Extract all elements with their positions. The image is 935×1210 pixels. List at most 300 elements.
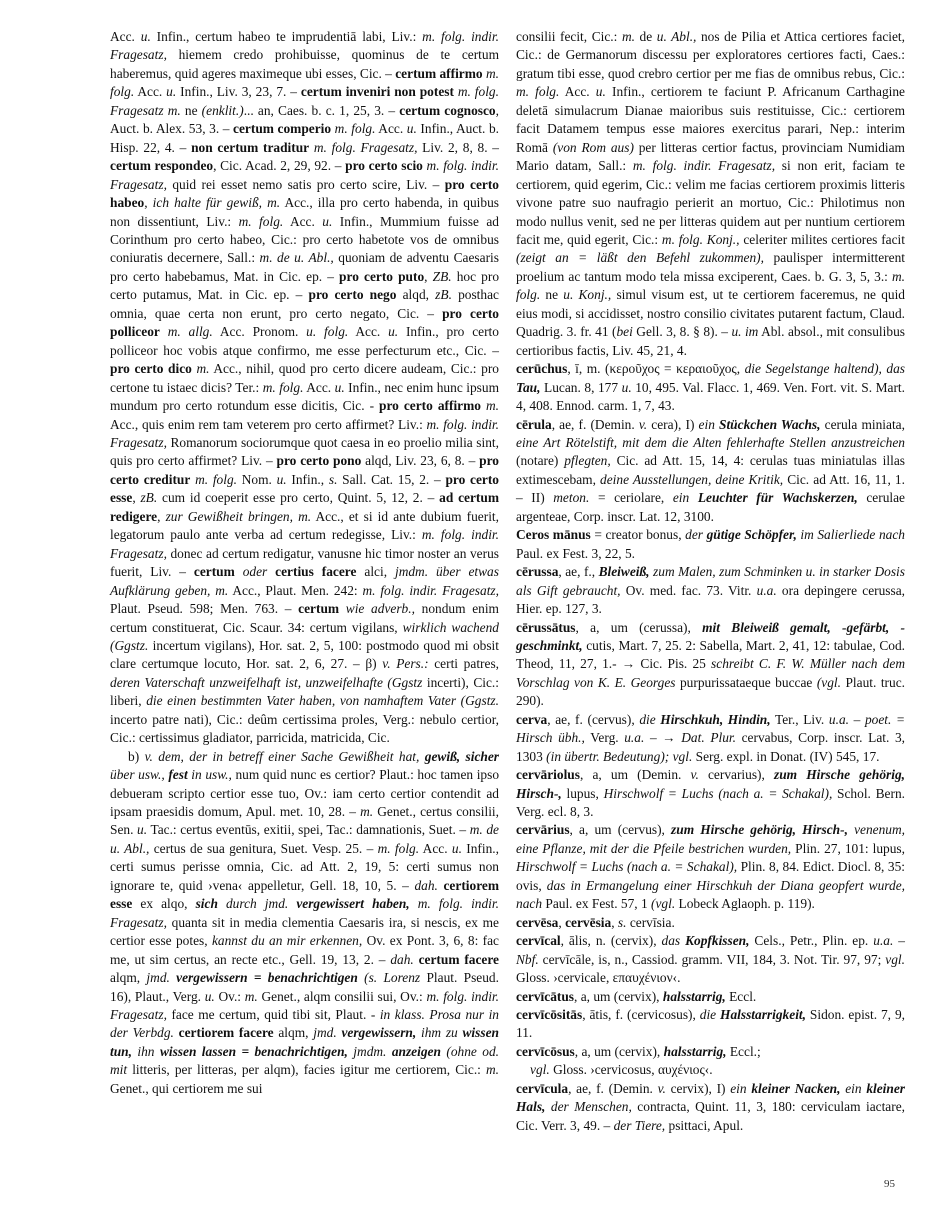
entry-text: ,	[144, 195, 153, 211]
headword-text: cērussa	[516, 564, 559, 580]
entry-text: Acc.	[348, 324, 389, 340]
italic-gloss: u.	[334, 379, 345, 395]
italic-gloss: m. folg.	[238, 213, 284, 229]
italic-gloss: jmdm. über etwas Aufklärung geben, m.	[110, 564, 499, 598]
entry-text: Ov. med. fac. 73. Vitr.	[620, 582, 757, 598]
italic-gloss: m. folg. Fragesatz m.	[110, 84, 499, 118]
italic-gloss: der	[685, 527, 703, 543]
entry-text: Plaut. Pseud. 16), Plaut., Verg.	[110, 970, 499, 1004]
dictionary-entry	[516, 1006, 905, 1043]
italic-gloss: m. folg.	[516, 268, 905, 303]
italic-gloss: u.	[621, 379, 632, 395]
dictionary-entry	[516, 766, 905, 821]
entry-text: – →	[644, 730, 682, 746]
italic-gloss: (vgl.	[651, 896, 676, 912]
italic-gloss: u.	[140, 29, 151, 44]
entry-text: Plin. 8, 84. Edict. Diocl. 8, 35: ovis,	[516, 859, 905, 893]
headword-text: certum comperio	[233, 121, 332, 137]
italic-gloss: m. folg.	[110, 65, 499, 100]
italic-gloss: (enklit.)	[201, 102, 244, 118]
entry-text: Cic. ad Att. 16, 11, 1. – II)	[516, 471, 905, 506]
dictionary-entry	[110, 748, 499, 1099]
italic-gloss: kannst du an mir erkennen,	[211, 933, 363, 949]
entry-text: alqd,	[396, 287, 436, 303]
entry-text: Nom.	[237, 471, 277, 487]
headword-text: cervāriolus	[516, 767, 580, 783]
headword-text: vergewissern = benachrichtigen	[176, 970, 358, 986]
entry-text: cervīsia.	[626, 914, 675, 930]
italic-gloss: schreibt C. F. W. Müller nach dem Vorschlag von K. E. Georges	[516, 656, 905, 690]
entry-text: lupus,	[561, 785, 604, 801]
entry-text: Paul. ex Fest. 57, 1	[542, 896, 652, 912]
italic-gloss: wie adverb.,	[345, 601, 415, 617]
italic-gloss: das	[661, 933, 681, 949]
italic-gloss: u. Konj.,	[563, 287, 612, 303]
headword-text: cervēsia	[565, 914, 612, 930]
entry-text: –	[849, 711, 865, 727]
italic-gloss: m.	[485, 1062, 499, 1078]
italic-gloss: u.	[166, 84, 177, 100]
entry-text: Acc., quis enim rem tam veterem pro certo affirmet? Liv.:	[110, 416, 427, 432]
entry-text: Verg.	[584, 730, 625, 746]
headword-text: certum	[298, 601, 340, 617]
entry-text: purpurissataeque buccae	[675, 674, 817, 690]
entry-text: quanta sit in media clementia Caesaris ira, si nescis, ex me certior esse potes,	[110, 914, 499, 949]
entry-text: ne	[540, 287, 564, 303]
italic-gloss: m. folg.	[262, 379, 304, 395]
headword-text: vergewissert haben,	[296, 896, 410, 912]
headword-text: gewiß, sicher	[424, 748, 499, 764]
entry-text: num quid nunc es certior? Plaut.: hoc tamen ipso debueram scripto certior esse tuo, Ov.: iam certo certior contendit ad ipsam praesidis domum, Apul. met. 10, 28. –	[110, 767, 500, 820]
italic-gloss: zB.	[435, 287, 452, 303]
italic-gloss: im Salierliede nach	[800, 527, 905, 543]
entry-text: Romanorum sociorumque quot caesa in eo proelio milia sint, quis pro certo affirmet? Liv. –	[110, 434, 499, 469]
entry-text: cutis, Mart. 7, 25. 2: Sabella, Mart. 2, 41, 12: tabulae, Cod. Theod, 11, 27, 1.- → Cic. Pis. 25	[516, 637, 905, 672]
entry-text: , ī, m. (κεροῦχος = κεραιοῦχος,	[567, 361, 745, 377]
entry-text: paulisper intermitterent proelium ac tantum modo tela missa exciperent, Caes. b. G. 3, 5, 3.:	[516, 250, 905, 284]
italic-gloss: m. de u. Abl.,	[110, 822, 499, 856]
entry-text: cerula miniata,	[820, 416, 905, 432]
entry-text: Lucan. 8, 177	[540, 379, 622, 395]
italic-gloss: Hirschwolf = Luchs (nach a. = Schakal),	[603, 785, 833, 801]
headword-text: fest	[168, 767, 188, 783]
italic-gloss: oder	[242, 564, 268, 580]
italic-gloss: u.	[595, 84, 606, 100]
headword-text: Halsstarrigkeit,	[720, 1007, 806, 1023]
italic-gloss: eine Art Rötelstift, mit dem die Alten fehlerhafte Stellen anzustreichen	[516, 434, 905, 450]
italic-gloss: m.	[485, 398, 499, 414]
headword-text: cērula	[516, 416, 552, 432]
headword-text: certum respondeo	[110, 158, 214, 174]
headword-text: Leuchter für Wachskerzen,	[697, 490, 858, 506]
italic-gloss: m.	[244, 988, 258, 1004]
entry-text: , ālis, n. (cervix),	[560, 933, 662, 949]
dictionary-entry	[516, 711, 905, 766]
italic-gloss: meton.	[553, 490, 590, 506]
entry-text: de	[634, 29, 657, 44]
italic-gloss: m. folg. indir. Fragesatz,	[110, 416, 499, 450]
italic-gloss: Dat. Plur.	[681, 730, 736, 746]
entry-text: incerto patre nati), Cic.: deûm certissima proles, Verg.: nebulo certior, Cic.: certissimus gladiator, parricida, matricida, Cic.	[110, 711, 499, 746]
italic-gloss: (ohne od. mit	[110, 1043, 499, 1078]
entry-text: Acc., Plaut. Men. 242:	[228, 582, 363, 598]
italic-gloss: ein	[672, 490, 690, 506]
entry-text: b)	[128, 748, 145, 764]
italic-gloss: m. folg. indir. Fragesatz,	[110, 896, 499, 930]
headword-text: pro certo scio	[345, 158, 423, 174]
dictionary-entry	[516, 416, 905, 527]
entry-text	[267, 564, 275, 579]
entry-text: ora depingere cerussa, Hier. ep. 127, 3.	[516, 582, 906, 617]
dictionary-entry	[516, 932, 905, 987]
italic-gloss: deine Ausstellungen, deine Kritik,	[600, 471, 784, 487]
entry-text: cervīcāle, is, n., Cassiod. gramm. VII, 184, 3. Not. Tir. 97, 97;	[538, 951, 886, 967]
italic-gloss: deren Vaterschaft unzweifelhaft ist, unzweifelhafte (Ggstz	[110, 674, 423, 690]
headword-text: cervīcōsitās	[516, 1007, 583, 1023]
headword-text: pro certo habeo	[110, 176, 500, 211]
italic-gloss: u.a.	[624, 730, 645, 746]
italic-gloss: ein	[698, 416, 715, 432]
entry-text: cum id coeperit esse pro certo, Quint. 5, 12, 2. –	[157, 490, 440, 506]
entry-text: Infin., certiorem te faciunt P. Africanum Carthagine deletā simulacrum Dianae maioribus suis restituisse, Cic.: certiorem facit Datamem tempus esse maiores exercitus parari, Nep.: interim Romā	[516, 84, 905, 155]
entry-text: Infin.,	[286, 471, 329, 487]
entry-text: ex alqo,	[132, 896, 196, 912]
headword-text: pro certo esse	[110, 471, 499, 506]
dictionary-entry	[516, 619, 905, 711]
entry-text: , ae, f.,	[558, 564, 599, 580]
headword-text: pro certo nego	[308, 287, 397, 303]
italic-gloss: v.	[657, 1080, 666, 1096]
italic-gloss: m. de u. Abl.,	[259, 250, 334, 266]
entry-text: (notare)	[516, 453, 565, 469]
italic-gloss: m.	[196, 361, 210, 377]
dictionary-entry	[516, 914, 905, 932]
italic-gloss: (zeigt an = läßt den Befehl zukommen),	[516, 250, 764, 266]
headword-text: cērussātus	[516, 619, 576, 635]
headword-text: mit Bleiweiß gemalt, -gefärbt, -geschminkt,	[516, 619, 905, 653]
italic-gloss: wirklich wachend (Ggstz.	[110, 619, 499, 653]
headword-text: certiorem esse	[110, 877, 499, 912]
entry-text: ... an, Caes. b. c. 1, 25, 3. –	[243, 102, 400, 118]
italic-gloss: m. folg. indir. Fragesatz,	[362, 582, 499, 598]
entry-text: Acc.	[375, 121, 407, 137]
entry-text: alci,	[356, 564, 395, 580]
entry-text: Infin., Mummium fuisse ad Corinthum pro certo habeo, Cic.: pro certo habetote vos de omnibus coniuratis decernere, Sall.:	[110, 213, 499, 266]
entry-text: posthac omnia, quae certa non erunt, pro certo negato, Cic. –	[110, 287, 499, 321]
entry-text: ,	[558, 914, 566, 930]
headword-text: cerva	[516, 711, 548, 727]
headword-text: certum facere	[418, 951, 499, 967]
headword-text: pro certo dico	[110, 361, 192, 377]
dictionary-entry	[110, 28, 499, 748]
italic-gloss: vgl.	[530, 1062, 550, 1078]
italic-gloss: ich halte für gewiß, m.	[152, 195, 281, 211]
entry-text: Acc.	[303, 379, 335, 395]
entry-text: 10, 495. Val. Flacc. 1, 469. Ven. Fort. vit. S. Mart. 4, 408. Ennod. carm. 1, 7, 43.	[516, 379, 906, 414]
dictionary-entry	[516, 563, 905, 618]
entry-text: Paul. ex Fest. 3, 22, 5.	[516, 545, 636, 561]
italic-gloss: v. Pers.:	[382, 656, 429, 672]
headword-text: certius facere	[275, 564, 357, 580]
headword-text: gütige Schöpfer,	[706, 527, 797, 543]
italic-gloss: m. folg.	[334, 121, 376, 137]
entry-text: Acc., et si id ante dubium fuerit, legatorum paulo ante verba ad certum redegisse, Liv.:	[110, 508, 499, 543]
page-number: 95	[884, 1178, 895, 1190]
headword-text: certum inveniri non potest	[300, 84, 454, 100]
entry-text: per litteras certior factus, provinciam Numidiam Mario datam, Sall.:	[516, 139, 905, 174]
headword-text: kleiner Hals,	[516, 1080, 905, 1115]
entry-text: , a, um (cervus),	[569, 822, 672, 838]
italic-gloss: vgl.	[885, 951, 905, 967]
entry-text: hoc pro certo putamus, Mat. in Cic. ep. –	[110, 268, 500, 303]
entry-text: Lobeck Aglaoph. p. 119).	[675, 896, 815, 912]
entry-text: Abl. absol., mit consulibus certioribus factis, Liv. 45, 21, 4.	[516, 324, 905, 358]
dictionary-entry	[516, 1043, 905, 1061]
headword-text: cervēsa	[516, 914, 559, 930]
entry-text: face me certum, quid tibi sit, Plaut. -	[166, 1007, 380, 1023]
entry-text: Acc., illa pro certo habenda, in quibus non dissentiunt, Liv.:	[110, 195, 499, 229]
italic-gloss: bei	[616, 324, 633, 340]
entry-text: Genet., certus consilii, Sen.	[110, 804, 499, 838]
entry-text	[218, 896, 226, 911]
italic-gloss: ein	[845, 1080, 862, 1096]
entry-text: , a, um (cervix),	[574, 1043, 664, 1059]
italic-gloss: m. allg.	[167, 324, 213, 340]
entry-text: contracta, Quint. 11, 3, 180: cerviculam iactare, Cic. Verr. 3, 49. –	[516, 1099, 905, 1133]
entry-text	[339, 601, 346, 616]
italic-gloss: die	[699, 1007, 717, 1023]
entry-text	[160, 324, 168, 339]
italic-gloss: m. folg. indir. Fragesatz,	[110, 29, 499, 63]
italic-gloss: v.	[638, 416, 648, 432]
headword-text: Tau,	[516, 379, 541, 395]
headword-text: pro certo puto	[339, 268, 425, 284]
italic-gloss: in usw.,	[191, 767, 232, 783]
italic-gloss: m. folg.	[377, 840, 420, 856]
entry-text	[235, 564, 243, 579]
entry-text: Genet., qui certiorem me sui	[110, 1080, 263, 1096]
italic-gloss: die Segelstange haltend), das	[744, 361, 906, 377]
entry-text: Acc.	[283, 213, 323, 229]
italic-gloss: der Tiere,	[613, 1117, 666, 1133]
entry-text: ,	[424, 268, 433, 284]
entry-text: Eccl.	[725, 988, 757, 1004]
entry-text: consilii fecit, Cic.:	[516, 29, 622, 44]
italic-gloss: v.	[690, 767, 699, 783]
entry-text: , ae, f. (cervus),	[547, 711, 640, 727]
entry-text: Plaut. truc. 290).	[516, 674, 905, 709]
headword-text: zum Hirsche gehörig, Hirsch-,	[516, 767, 905, 801]
headword-text: wissen tun,	[110, 1025, 499, 1059]
entry-text: Sidon. epist. 7, 9, 11.	[516, 1007, 905, 1041]
italic-gloss: (vgl.	[816, 674, 841, 690]
italic-gloss: u.a.	[873, 933, 894, 949]
italic-gloss: zB.	[140, 490, 158, 506]
italic-gloss: zum Malen, zum Schminken u. in starker Dosis als Gift gebraucht,	[516, 564, 905, 598]
italic-gloss: u.a.	[828, 711, 849, 727]
headword-text: Kopfkissen,	[685, 933, 750, 949]
italic-gloss: m.	[360, 804, 374, 820]
entry-text: Tac.: certus eventūs, exitii, spei, Tac.: damnationis, Suet. –	[147, 822, 470, 838]
italic-gloss: u. folg.	[306, 324, 349, 340]
italic-gloss: m. folg. indir. Fragesatz,	[110, 988, 499, 1023]
entry-text	[410, 896, 418, 911]
italic-gloss: s.	[617, 914, 627, 930]
entry-text: Acc. Pronom.	[212, 324, 307, 340]
headword-text: Bleiweiß,	[598, 564, 650, 580]
entry-text: Acc., nihil, quod pro certo dicere audeam, Cic.: pro certone tu istaec dicis? Ter.:	[110, 361, 499, 395]
entry-text: alqm,	[273, 1025, 314, 1041]
entry-text: Serg. expl. in Donat. (IV) 545, 17.	[692, 748, 880, 764]
entry-text: ne	[180, 102, 202, 118]
italic-gloss: u.	[406, 121, 417, 137]
left-column	[110, 28, 499, 1098]
italic-gloss: Hirschwolf = Luchs (nach a. = Schakal),	[516, 859, 738, 875]
entry-text: , a, um (cervix),	[574, 988, 663, 1004]
entry-text: Acc.	[134, 84, 167, 100]
italic-gloss: jmd.	[313, 1025, 337, 1041]
italic-gloss: ihn	[137, 1043, 155, 1059]
entry-text: simul visum est, ut te certiorem faceremus, ne quid eius modi, si accidisset, nostro consilio civitates putarent factum, Claud. Quadrig. 3. fr. 41 (	[516, 287, 905, 340]
entry-text: , Auct. b. Alex. 53, 3. –	[110, 102, 499, 137]
entry-text: donec ad certum redigatur, vanusne hic timor noster an verus fuerit, Liv. –	[110, 545, 499, 580]
entry-text: cervarius),	[698, 767, 774, 783]
headword-text: certum	[193, 564, 235, 580]
headword-text: Hirschkuh, Hindin,	[660, 711, 771, 727]
headword-text: cervīcōsus	[516, 1043, 575, 1059]
italic-gloss: zur Gewißheit bringen, m.	[165, 508, 312, 524]
headword-text: pro certo pono	[276, 453, 362, 469]
italic-gloss: u.a.	[756, 582, 777, 598]
dictionary-entry	[516, 360, 905, 415]
headword-text: kleiner Nacken,	[751, 1080, 841, 1096]
headword-text: non certum traditur	[191, 139, 310, 155]
entry-text: Schol. Bern. Verg. ecl. 8, 3.	[516, 785, 906, 820]
entry-text: Infin., certum habeo te imprudentiā labi, Liv.:	[150, 29, 423, 44]
dictionary-entry	[516, 988, 905, 1006]
dictionary-entry	[516, 526, 905, 563]
entry-text: Ov.:	[214, 988, 245, 1004]
entry-text: Gloss. ›cervicale, επαυχένιον‹.	[516, 970, 681, 986]
italic-gloss: s.	[328, 471, 338, 487]
italic-gloss: ihm zu	[420, 1025, 458, 1041]
entry-text: litteris, per litteras, per alqm), facies igitur me certiorem, Cic.:	[127, 1062, 486, 1078]
entry-text: , a, um (Demin.	[579, 767, 691, 783]
entry-text: Eccl.;	[726, 1043, 761, 1059]
headword-text: halsstarrig,	[663, 1043, 727, 1059]
entry-text: , a, um (cerussa),	[575, 619, 703, 635]
headword-text: vergewissern,	[341, 1025, 417, 1041]
entry-text: nos de Pilia et Attica certiores faciet, Cic.: de Germanorum discessu per exploratores certiores facti, Caes.: gratum tibi esse, quod crebro certior per me fias de omnibus rebus, Cic.:	[516, 29, 905, 81]
entry-text: cerulae argenteae, Corp. inscr. Lat. 12, 3100.	[516, 490, 905, 524]
italic-gloss: u.	[451, 840, 462, 856]
italic-gloss: die	[639, 711, 656, 727]
headword-text: cervīcātus	[516, 988, 575, 1004]
italic-gloss: ein	[730, 1080, 747, 1096]
entry-text: Acc.	[419, 840, 452, 856]
italic-gloss: (in übertr. Bedeutung); vgl.	[546, 748, 693, 764]
dictionary-entry	[516, 1061, 905, 1079]
dictionary-entry	[516, 1080, 905, 1135]
dictionary-entry	[516, 28, 905, 360]
italic-gloss: poet. = Hirsch übh.,	[516, 711, 905, 746]
italic-gloss: u.	[204, 988, 215, 1004]
entry-text: , ātis, f. (cervicosus),	[582, 1007, 700, 1023]
entry-text: = ceriolare,	[589, 490, 673, 506]
entry-text: Plin. 27, 101: lupus,	[791, 840, 905, 856]
headword-text: cervīcula	[516, 1080, 569, 1096]
entry-text: = creator bonus,	[590, 527, 686, 543]
italic-gloss: u. im	[731, 324, 759, 340]
entry-text: Infin., certi sumus perisse omnia, Cic. ad Att. 2, 19, 5: certi sumus non ignorare te, quid ›vena‹ appelletur, Gell. 18, 10, 5. –	[110, 840, 499, 893]
headword-text: certum affirmo	[395, 65, 483, 81]
entry-text: Plaut. Pseud. 598; Men. 763. –	[110, 601, 299, 617]
entry-text: certi patres,	[428, 656, 499, 672]
headword-text: certiorem facere	[178, 1025, 274, 1041]
dictionary-entry	[516, 821, 905, 913]
italic-gloss: dah.	[414, 877, 438, 893]
headword-text: Ceros mānus	[516, 527, 591, 543]
italic-gloss: jmdm.	[353, 1043, 387, 1059]
italic-gloss: m. folg.	[195, 471, 237, 487]
right-column	[516, 28, 905, 1135]
italic-gloss: m. folg. Konj.,	[661, 231, 740, 247]
entry-text: incerti), Cic.: liberi,	[110, 674, 500, 709]
entry-text: Infin., pro certo polliceor hoc vobis atque confirmo, me esse perfecturum etc., Cic. –	[110, 324, 499, 358]
entry-text: , Cic. Acad. 2, 29, 92. –	[213, 158, 346, 174]
entry-text: cervabus, Corp. inscr. Lat. 3, 1303	[516, 730, 905, 764]
entry-text: incertum vigilans), Hor. sat. 2, 5, 100: postmodo quod mi obsit clare certumque locuto, Hor. sat. 2, 6, 27. – β)	[110, 637, 499, 672]
entry-text: Cic. ad Att. 15, 14, 4: cerulas tuas miniatulas illas extimescebam,	[516, 453, 905, 487]
headword-text: pro certo polliceor	[110, 305, 499, 340]
entry-text: hiemem credo prohibuisse, quominus de te certum haberemus, quid ageres maximeque ubi esses, Cic. –	[110, 47, 499, 81]
headword-text: wissen lassen = benachrichtigen,	[159, 1043, 348, 1059]
headword-text: anzeigen	[391, 1043, 441, 1059]
italic-gloss: ZB.	[432, 268, 452, 284]
entry-text	[689, 490, 698, 505]
entry-text: psittaci, Apul.	[665, 1117, 744, 1133]
italic-gloss: die einen bestimmten Vater haben, von namhaftem Vater (Ggstz.	[146, 693, 499, 709]
italic-gloss: u. Abl.,	[656, 29, 697, 44]
entry-text: alqm,	[110, 970, 147, 986]
entry-text: Ter., Liv.	[770, 711, 829, 727]
italic-gloss: m. folg.	[516, 84, 560, 100]
italic-gloss: pflegten,	[564, 453, 611, 469]
entry-text: nondum enim certum constituerat, Cic. Scaur. 34: certum vigilans,	[110, 601, 499, 635]
entry-text: Gloss. ›cervicosus, αυχένιος‹.	[549, 1062, 713, 1078]
italic-gloss: das in Ermangelung einer Hirschkuh der Diana geopfert wurde, nach	[516, 877, 905, 912]
entry-text: Infin., Liv. 3, 23, 7. –	[176, 84, 301, 100]
entry-text: –	[893, 933, 906, 949]
headword-text: Stückchen Wachs,	[719, 416, 821, 432]
entry-text: si non erit, faciam te certiorem, quid egerim, Cic.: velim me facias certiorem proximis litteris vivone patre suo naufragio perierit an mortuo, Cic.: Philotimus non modo nullus venit, sed ne per litteras quidem aut per nuntium certiorem facit me, quid egerit, Cic.:	[516, 158, 906, 247]
entry-text: alqd, Liv. 23, 6, 8. –	[361, 453, 480, 469]
entry-text: Infin., nec enim hunc ipsum mundum pro certo rotundum esse dicitis, Cic. -	[110, 379, 499, 414]
italic-gloss: m. folg. indir. Fragesatz,	[110, 158, 499, 192]
entry-text: quid rei esset nemo satis pro certo scire, Liv. –	[166, 176, 445, 192]
italic-gloss: m. folg. indir. Fragesatz,	[110, 527, 499, 561]
headword-text: ad certum redigere	[110, 490, 499, 524]
headword-text: certum cognosco	[399, 102, 496, 118]
entry-text: Gell. 3, 8. § 8). –	[632, 324, 732, 340]
entry-text: Ov. ex Pont. 3, 6, 8: fac me, ut sim certus, an recte etc., Gell. 19, 13, 2. –	[110, 933, 499, 967]
entry-text: Sall. Cat. 15, 2. –	[337, 471, 446, 487]
headword-text: cervīcal	[516, 933, 561, 949]
italic-gloss: (von Rom aus)	[552, 139, 634, 155]
entry-text: Acc.	[110, 29, 141, 44]
italic-gloss: durch jmd.	[225, 896, 289, 912]
headword-text: pro certo creditur	[110, 453, 499, 487]
